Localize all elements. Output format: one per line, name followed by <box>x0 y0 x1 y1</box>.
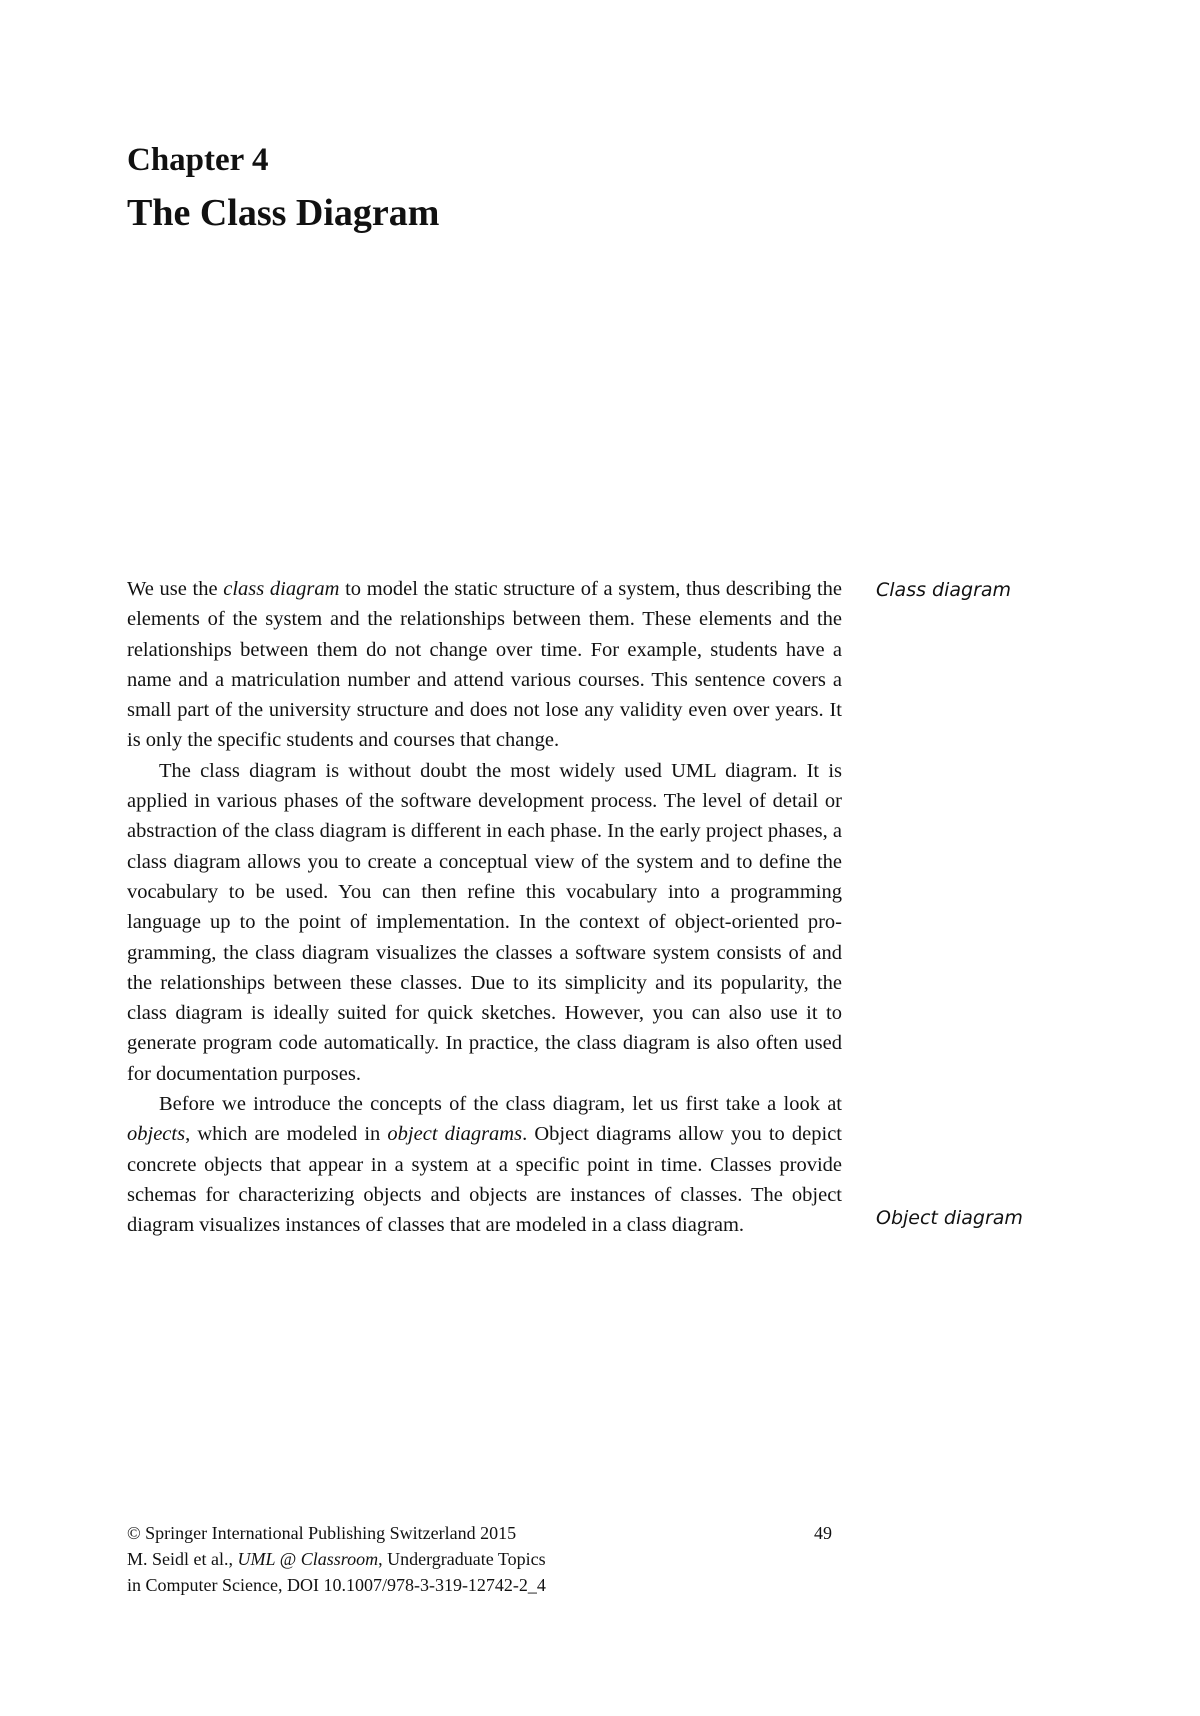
footer-doi: in Computer Science, DOI 10.1007/978-3-319-12742-2_4 <box>127 1575 546 1595</box>
paragraph-1-text-b: to model the static structure of a system, thus describing the elements of the system and the relationships between them. These elements and the relationships between them do not change over time. For example, students have a name and a matriculation number and attend various courses. This sentence covers a small part of the university structure and does not lose any validity even over years. It is only the specific students and courses that change. <box>127 578 842 752</box>
paragraph-3-text-b: , which are modeled in <box>185 1123 388 1146</box>
margin-note-class-diagram: Class diagram <box>876 579 1012 601</box>
footer-authors: M. Seidl et al., <box>127 1549 238 1569</box>
paragraph-3 <box>127 1089 842 1240</box>
footer-series: , Undergraduate Topics <box>378 1549 546 1569</box>
paragraph-2: The class diagram is without doubt the most widely used UML diagram. It is applied in various phases of the software development process. The level of detail or abstraction of the class diagram is different in each phase. In the early project phases, a class diagram allows you to create a conceptual view of the system and to define the vocabulary to be used. You can then refine this vocabulary into a programming language up to the point of implementation. In the context of object-oriented programming, the class diagram visualizes the classes a software system consists of and the relationships between these classes. Due to its simplicity and its popularity, the class diagram is ideally suited for quick sketches. However, you can also use it to generate program code automatically. In practice, the class diagram is also often used for documentation purposes. <box>127 759 842 1085</box>
paragraph-3-text-a: Before we introduce the concepts of the class diagram, let us first take a look at <box>159 1093 842 1116</box>
body-text <box>127 574 842 1241</box>
chapter-label: Chapter 4 <box>127 142 269 178</box>
footer-copyright: © Springer International Publishing Switzerland 2015 <box>127 1523 517 1543</box>
footer-citation <box>127 1546 842 1572</box>
term-objects: objects <box>127 1123 186 1146</box>
paragraph-1 <box>127 574 842 756</box>
paragraph-1-text-a: We use the <box>127 578 224 600</box>
margin-note-object-diagram: Object diagram <box>876 1207 1023 1229</box>
page-number: 49 <box>814 1523 832 1543</box>
paragraph-3-text-c: . Object diagrams allow you to depict concrete objects that appear in a system at a specific point in time. Classes provide schemas for characterizing objects and objects are instances of classes. The object diagram visualizes instances of classes that are modeled in a class diagram. <box>127 1123 842 1237</box>
term-class-diagram: class diagram <box>223 578 340 600</box>
footer <box>127 1520 842 1598</box>
footer-book-title: UML @ Classroom <box>237 1549 379 1569</box>
term-object-diagrams: object diagrams <box>387 1123 523 1146</box>
chapter-title: The Class Diagram <box>127 192 440 234</box>
